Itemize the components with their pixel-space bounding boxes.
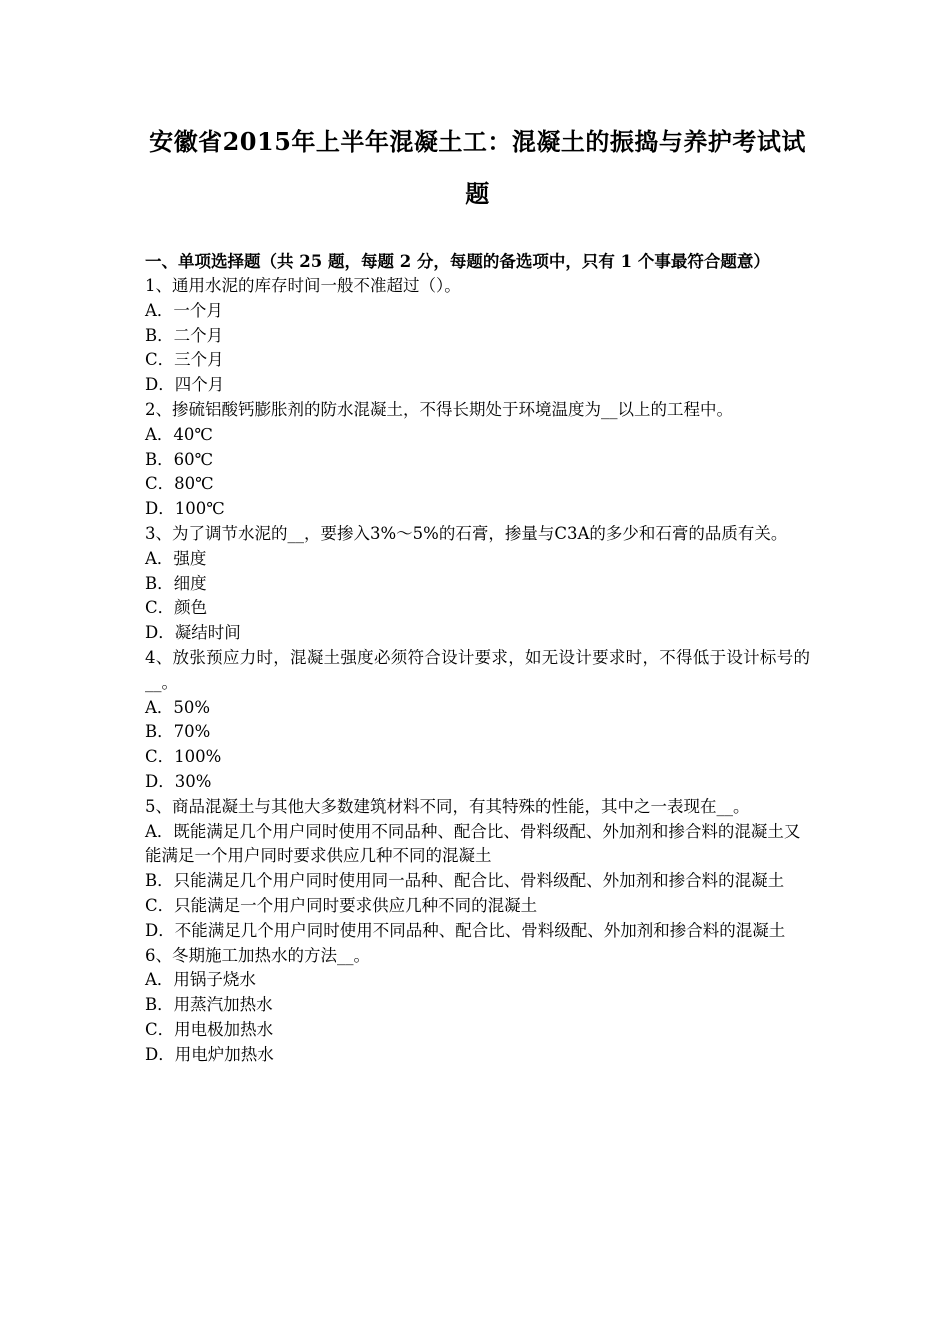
option-b: B．细度 [145, 573, 207, 593]
option-d: D．用电炉加热水 [145, 1044, 274, 1064]
option-d: D．凝结时间 [145, 623, 241, 643]
document-title: 安徽省2015年上半年混凝土工：混凝土的振捣与养护考试试题 [149, 127, 806, 208]
option-b: B．只能满足几个用户同时使用同一品种、配合比、骨料级配、外加剂和掺合料的混凝土 [145, 871, 785, 891]
question-stem: 6、冬期施工加热水的方法__。 [145, 945, 370, 965]
option-d: D．不能满足几个用户同时使用不同品种、配合比、骨料级配、外加剂和掺合料的混凝土 [145, 920, 786, 940]
question-1 [145, 274, 810, 398]
option-c: C．用电极加热水 [145, 1019, 274, 1039]
option-b: B．用蒸汽加热水 [145, 995, 273, 1015]
option-c: C．三个月 [145, 350, 224, 370]
option-a: A．一个月 [145, 300, 223, 320]
question-stem: 2、掺硫铝酸钙膨胀剂的防水混凝土，不得长期处于环境温度为__以上的工程中。 [145, 399, 733, 419]
option-c: C．100% [145, 747, 222, 767]
option-b: B．二个月 [145, 325, 224, 345]
option-a: A．既能满足几个用户同时使用不同品种、配合比、骨料级配、外加剂和掺合料的混凝土又能满足一个用户同时要求供应几种不同的混凝土 [145, 821, 801, 866]
question-5 [145, 795, 810, 944]
section-heading: 一、单项选择题（共 25 题，每题 2 分，每题的备选项中，只有 1 个事最符合题意） [145, 252, 770, 271]
question-stem: 3、为了调节水泥的__，要掺入3%～5%的石膏，掺量与C3A的多少和石膏的品质有关。 [145, 523, 788, 543]
question-list [145, 274, 810, 1068]
option-d: D．30% [145, 771, 212, 791]
option-c: C．颜色 [145, 598, 208, 618]
question-3 [145, 522, 810, 646]
option-a: A．用锅子烧水 [145, 970, 256, 990]
question-stem: 5、商品混凝土与其他大多数建筑材料不同，有其特殊的性能，其中之一表现在__。 [145, 796, 750, 816]
option-c: C．只能满足一个用户同时要求供应几种不同的混凝土 [145, 895, 538, 915]
option-d: D．四个月 [145, 375, 225, 395]
option-c: C．80℃ [145, 474, 214, 494]
option-b: B．60℃ [145, 449, 214, 469]
question-stem: 1、通用水泥的库存时间一般不准超过（）。 [145, 276, 461, 295]
question-4 [145, 646, 810, 795]
option-a: A．强度 [145, 548, 207, 568]
option-a: A．40℃ [145, 424, 213, 444]
option-a: A．50% [145, 697, 211, 717]
question-2 [145, 398, 810, 522]
question-stem: 4、放张预应力时，混凝土强度必须符合设计要求，如无设计要求时，不得低于设计标号的__。 [145, 647, 810, 692]
question-6 [145, 944, 810, 1068]
option-d: D．100℃ [145, 499, 225, 519]
document-page [145, 0, 810, 1068]
option-b: B．70% [145, 722, 211, 742]
